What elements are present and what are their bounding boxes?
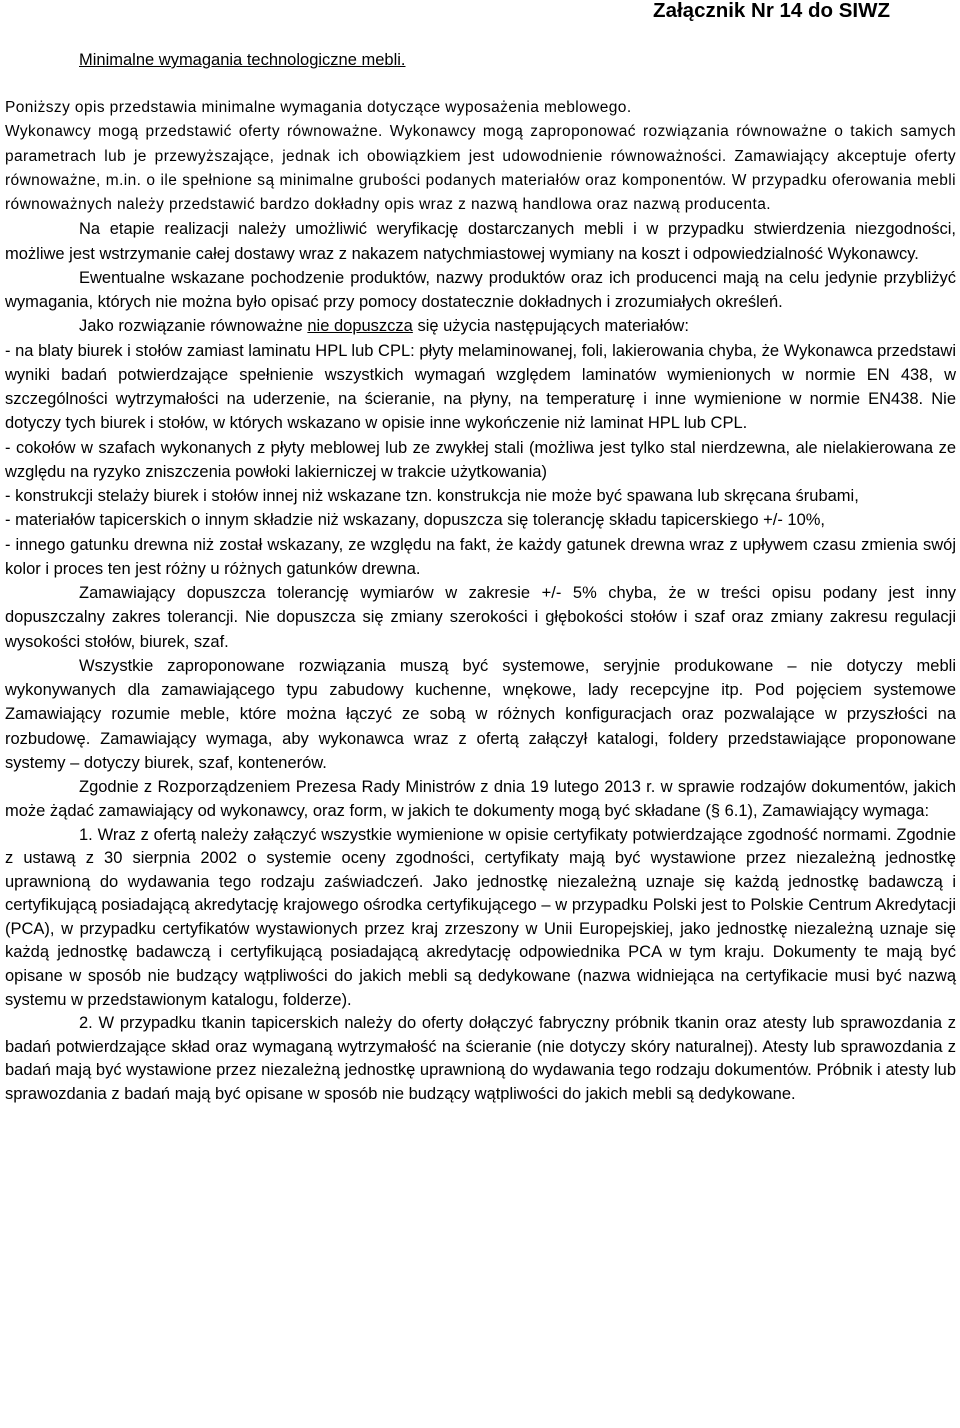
attachment-title: Załącznik Nr 14 do SIWZ [653, 0, 890, 22]
document-body [5, 96, 956, 1107]
document-subject: Minimalne wymagania technologiczne mebli. [79, 51, 406, 69]
paragraph-equivalent-exclusions [5, 314, 956, 338]
intro-line: Poniższy opis przedstawia minimalne wymagania dotyczące wyposażenia meblowego. [5, 99, 632, 116]
list-item-wood: - innego gatunku drewna niż został wskazany, ze względu na fakt, że każdy gatunek drewna wraz z upływem czasu zmienia swój kolor i proces ten jest różny u różnych gatunków drewna. [5, 535, 956, 578]
equivalent-text-start: Jako rozwiązanie równoważne [79, 317, 308, 336]
paragraph-systems: Wszystkie zaproponowane rozwiązania muszą być systemowe, seryjnie produkowane – nie dotyczy mebli wykonywanych dla zamawiającego typu zabudowy kuchenne, wnękowe, lady recepcyjne itp. Pod pojęciem systemowe Zamawiający rozumie meble, które można łączyć ze sobą w różnych konfiguracjach oraz pozwalające w przyszłości na rozbudowę. Zamawiający wymaga, aby wykonawca wraz z ofertą załączył katalogi, foldery przedstawiające proponowane systemy – dotyczy biurek, szaf, kontenerów. [5, 656, 956, 772]
requirement-item-2: 2. W przypadku tkanin tapicerskich należy do oferty dołączyć fabryczny próbnik tkanin oraz atesty lub sprawozdania z badań potwierdzające skład oraz wymaganą wytrzymałość na ścieranie (nie dotyczy skóry naturalnej). Atesty lub sprawozdania z badań mają być wystawione przez niezależną jednostkę uprawnioną do wydawania tego rodzaju dokumentów. Próbnik i atesty lub sprawozdania z badań mają być opisane w sposób nie budzący wątpliwości do jakich mebli są dedykowane. [5, 1014, 956, 1104]
requirement-item-1: 1. Wraz z ofertą należy załączyć wszystkie wymienione w opisie certyfikaty potwierdzające zgodność normami. Zgodnie z ustawą z 30 sierpnia 2002 o systemie oceny zgodności, certyfikaty mają być wystawione przez niezależną jednostkę uprawnioną do wydawania tego rodzaju zaświadczeń. Jako jednostkę niezależną uznaje się każdą jednostkę badawczą i certyfikującą posiadającą akredytację krajowego ośrodka certyfikującego – w przypadku Polski jest to Polskie Centrum Akredytacji (PCA), w przypadku certyfikatów wystawionych przez kraj zrzeszony w Unii Europejskiej, jako jednostkę niezależną uznaje się każdą jednostkę badawczą i certyfikującą posiadającą akredytację odpowiednika PCA w tym kraju. Dokumenty te mają być opisane w sposób nie budzący wątpliwości do jakich mebli są dedykowane (nazwa widniejąca na certyfikacie musi być nazwą systemu w przedstawionym katalogu, folderze). [5, 825, 956, 1009]
equivalent-underlined: nie dopuszcza [307, 317, 413, 336]
intro-paragraph: Wykonawcy mogą przedstawić oferty równoważne. Wykonawcy mogą zaproponować rozwiązania równoważne o takich samych parametrach lub je przewyższające, jednak ich obowiązkiem jest udowodnienie równoważności. Zamawiający akceptuje oferty równoważne, m.in. o ile spełnione są minimalne grubości podanych materiałów oraz komponentów. W przypadku oferowania mebli równoważnych należy przedstawić bardzo dokładny opis wraz z nazwą handlowa oraz nazwą producenta. [5, 123, 956, 213]
paragraph-verification: Na etapie realizacji należy umożliwić weryfikację dostarczanych mebli i w przypadku stwierdzenia niezgodności, możliwe jest wstrzymanie całej dostawy wraz z nakazem natychmiastowej wymiany na koszt i odpowiedzialność Wykonawcy. [5, 220, 956, 263]
paragraph-regulation: Zgodnie z Rozporządzeniem Prezesa Rady Ministrów z dnia 19 lutego 2013 r. w sprawie rodzajów dokumentów, jakich może żądać zamawiający od wykonawcy, oraz form, w jakich te dokumenty mogą być składane (§ 6.1), Zamawiający wymaga: [5, 778, 956, 821]
list-item-upholstery: - materiałów tapicerskich o innym składzie niż wskazany, dopuszcza się tolerancję składu tapicerskiego +/- 10%, [5, 511, 826, 530]
paragraph-origin: Ewentualne wskazane pochodzenie produktów, nazwy produktów oraz ich producenci mają na celu jedynie przybliżyć wymagania, których nie można było opisać przy pomocy dostatecznie dokładnych i zrozumiałych określeń. [5, 268, 956, 311]
equivalent-text-end: się użycia następujących materiałów: [412, 317, 689, 336]
paragraph-tolerance: Zamawiający dopuszcza tolerancję wymiarów w zakresie +/- 5% chyba, że w treści opisu podany jest inny dopuszczalny zakres tolerancji. Nie dopuszcza się zmiany szerokości i głębokości stołów i szaf oraz zmiany zakresu regulacji wysokości stołów, biurek, szaf. [5, 584, 956, 651]
list-item-tabletops: - na blaty biurek i stołów zamiast laminatu HPL lub CPL: płyty melaminowanej, foli, lakierowania chyba, że Wykonawca przedstawi wyniki badań potwierdzające spełnienie wszystkich wymagań względem laminatów wymienionych w normie EN 438, w szczególności wytrzymałości na uderzenie, na ścieranie, na płyny, na temperaturę i inne wymienione w normie EN438. Nie dotyczy tych biurek i stołów, w których wskazano w opisie inne wykończenie niż laminat HPL lub CPL. [5, 341, 956, 433]
list-item-frames: - konstrukcji stelaży biurek i stołów innej niż wskazane tzn. konstrukcja nie może być spawana lub skręcana śrubami, [5, 487, 859, 505]
list-item-plinths: - cokołów w szafach wykonanych z płyty meblowej lub ze zwykłej stali (możliwa jest tylko stal nierdzewna, ale nielakierowana ze względu na ryzyko zniszczenia powłoki lakierniczej w trakcie użytkowania) [5, 438, 956, 481]
